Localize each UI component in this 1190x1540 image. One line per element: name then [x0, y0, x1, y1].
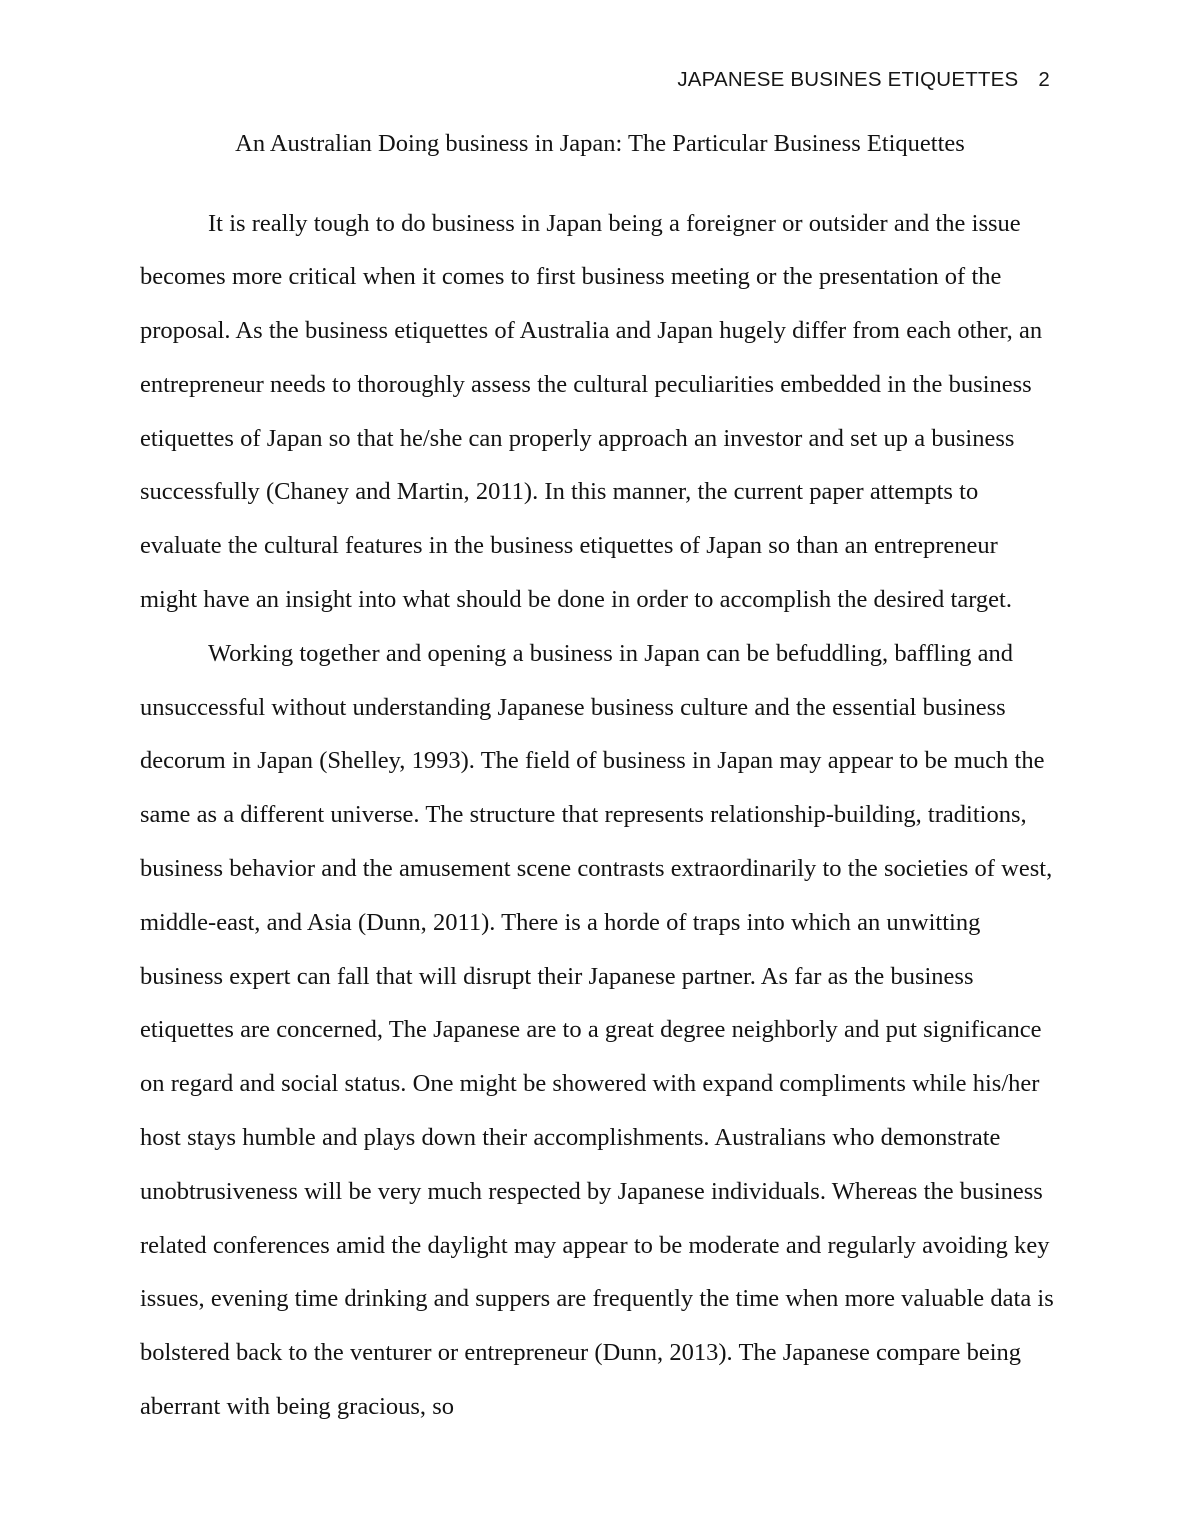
page-title: An Australian Doing business in Japan: The Particular Business Etiquettes: [235, 130, 965, 157]
body-paragraph-2: Working together and opening a business in Japan can be befuddling, baffling and unsuccessful without understanding Japanese business culture and the essential business decorum in Japan (Shelley, 1993). The field of business in Japan may appear to be much the same as a different universe. The structure that represents relationship-building, traditions, business behavior and the amusement scene contrasts extraordinarily to the societies of west, middle-east, and Asia (Dunn, 2011). There is a horde of traps into which an unwitting business expert can fall that will disrupt their Japanese partner. As far as the business etiquettes are concerned, The Japanese are to a great degree neighborly and put significance on regard and social status. One might be showered with expand compliments while his/her host stays humble and plays down their accomplishments. Australians who demonstrate unobtrusiveness will be very much respected by Japanese individuals. Whereas the business related conferences amid the daylight may appear to be moderate and regularly avoiding key issues, evening time drinking and suppers are frequently the time when more valuable data is bolstered back to the venturer or entrepreneur (Dunn, 2013). The Japanese compare being aberrant with being gracious, so: [140, 639, 1054, 1421]
running-head: [677, 68, 1050, 92]
body-paragraph-1: It is really tough to do business in Japan being a foreigner or outsider and the issue becomes more critical when it comes to first business meeting or the presentation of the proposal. As the business etiquettes of Australia and Japan hugely differ from each other, an entrepreneur needs to thoroughly assess the cultural peculiarities embedded in the business etiquettes of Japan so that he/she can properly approach an investor and set up a business successfully (Chaney and Martin, 2011). In this manner, the current paper attempts to evaluate the cultural features in the business etiquettes of Japan so than an entrepreneur might have an insight into what should be done in order to accomplish the desired target.: [140, 209, 1043, 614]
page-number: 2: [1038, 68, 1050, 91]
document-body: [140, 132, 1060, 1434]
running-head-title: JAPANESE BUSINES ETIQUETTES: [677, 68, 1019, 91]
